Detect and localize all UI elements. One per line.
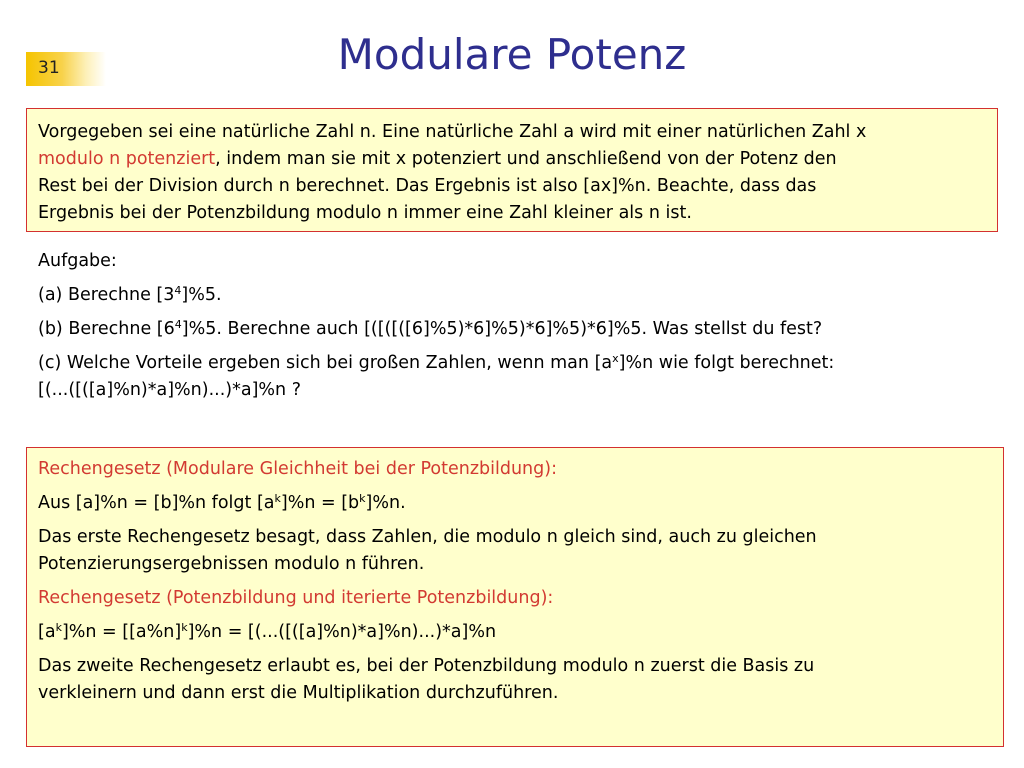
task-c-post: ]%n wie folgt berechnet: — [618, 353, 835, 373]
definition-box — [26, 108, 998, 232]
intro-line-3: Rest bei der Division durch n berechnet. Das Ergebnis ist also [ax]%n. Beachte, dass das — [38, 176, 817, 196]
law2-text-1: Das zweite Rechengesetz erlaubt es, bei der Potenzbildung modulo n zuerst die Basis zu — [38, 656, 815, 676]
law1-exponent-2: k — [359, 492, 366, 505]
law1-formula-pre: Aus [a]%n = [b]%n folgt [a — [38, 493, 275, 513]
law1-formula-mid: ]%n = [b — [280, 493, 360, 513]
task-a-pre: (a) Berechne [3 — [38, 285, 175, 305]
law2-formula — [38, 619, 993, 646]
task-b-exponent: 4 — [174, 318, 182, 331]
law2-text-2: verkleinern und dann erst die Multiplikation durchzuführen. — [38, 683, 559, 703]
law1-exponent-1: k — [274, 492, 281, 505]
task-c-line-2: [(...([([a]%n)*a]%n)...)*a]%n ? — [38, 380, 301, 400]
task-a-exponent: 4 — [174, 284, 182, 297]
law2-formula-pre: [a — [38, 622, 56, 642]
intro-line-2 — [38, 146, 987, 173]
law1-heading: Rechengesetz (Modulare Gleichheit bei der Potenzbildung): — [38, 459, 557, 479]
task-c — [38, 350, 998, 377]
task-section — [38, 248, 998, 404]
law2-exponent-1: k — [55, 621, 62, 634]
task-b — [38, 316, 998, 343]
law2-exponent-2: k — [181, 621, 188, 634]
task-a-post: ]%5. — [181, 285, 222, 305]
task-heading: Aufgabe: — [38, 251, 117, 271]
law1-formula-post: ]%n. — [365, 493, 406, 513]
laws-box — [26, 447, 1004, 747]
page-number: 31 — [38, 58, 60, 78]
law1-formula — [38, 490, 993, 517]
intro-line-2-text: , indem man sie mit x potenziert und anschließend von der Potenz den — [215, 149, 837, 169]
intro-line-4: Ergebnis bei der Potenzbildung modulo n immer eine Zahl kleiner als n ist. — [38, 203, 692, 223]
slide-title: Modulare Potenz — [337, 30, 687, 79]
law2-heading: Rechengesetz (Potenzbildung und iterierte Potenzbildung): — [38, 588, 554, 608]
law1-text-1: Das erste Rechengesetz besagt, dass Zahlen, die modulo n gleich sind, auch zu gleichen — [38, 527, 817, 547]
task-b-post: ]%5. Berechne auch [([([([6]%5)*6]%5)*6]%5)*6]%5. Was stellst du fest? — [181, 319, 823, 339]
task-c-pre: (c) Welche Vorteile ergeben sich bei großen Zahlen, wenn man [a — [38, 353, 613, 373]
law1-text-2: Potenzierungsergebnissen modulo n führen. — [38, 554, 425, 574]
task-a — [38, 282, 998, 309]
law2-formula-mid: ]%n = [[a%n] — [61, 622, 182, 642]
intro-highlight: modulo n potenziert — [38, 149, 216, 169]
intro-line-1: Vorgegeben sei eine natürliche Zahl n. Eine natürliche Zahl a wird mit einer natürlichen Zahl x — [38, 122, 867, 142]
law2-formula-post: ]%n = [(...([([a]%n)*a]%n)...)*a]%n — [187, 622, 497, 642]
task-b-pre: (b) Berechne [6 — [38, 319, 175, 339]
task-c-exponent: x — [612, 352, 619, 365]
